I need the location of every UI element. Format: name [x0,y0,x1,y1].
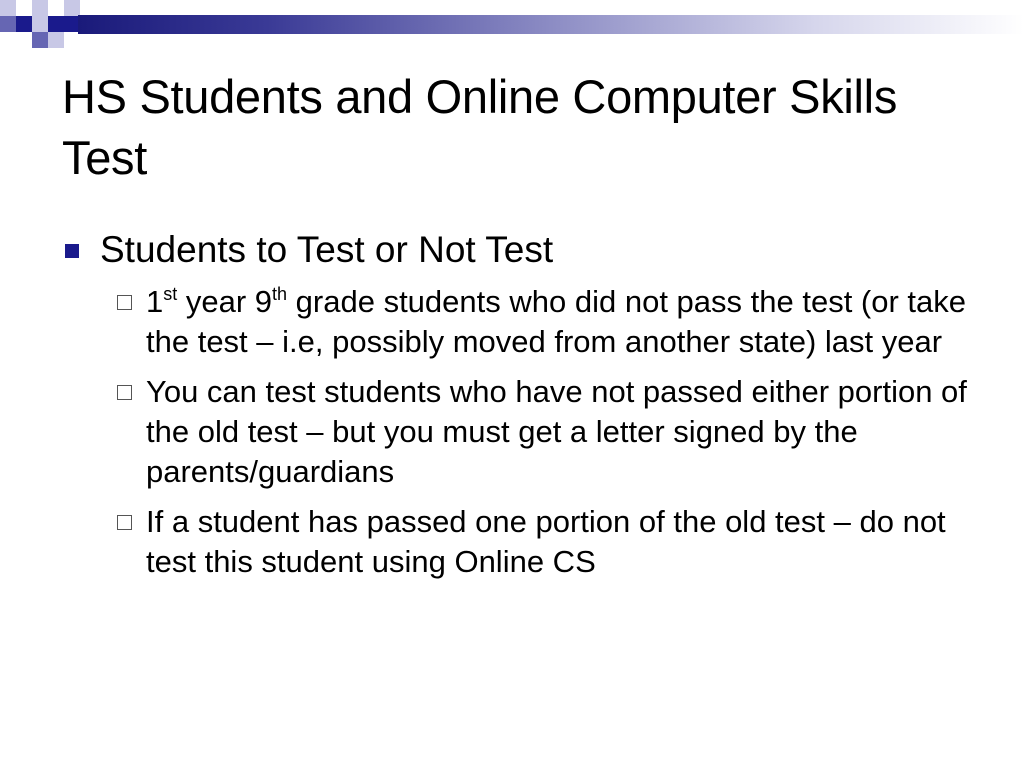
header-gradient-bar [78,15,1024,34]
square-bullet-icon [65,244,79,258]
hollow-square-bullet-icon [117,385,132,400]
slide-title: HS Students and Online Computer Skills Test [62,70,898,184]
bullet-level1-text: Students to Test or Not Test [100,229,554,270]
sub-bullet-text: If a student has passed one portion of the old test – do not test this student using Online CS [146,504,946,579]
hollow-square-bullet-icon [117,295,132,310]
sub-bullet-item [117,282,982,362]
sub-bullet-text: You can test students who have not passed either portion of the old test – but you must get a letter signed by the parents/guardians [146,374,967,489]
corner-squares-decoration [0,0,80,64]
bullet-level1 [62,224,982,276]
hollow-square-bullet-icon [117,515,132,530]
sub-bullet-text-part: year 9 [177,284,273,319]
sub-bullet-text-part: grade students who did not pass the test (or take the test – i.e, possibly moved from another state) last year [146,284,967,359]
sub-bullet-item [117,502,982,582]
sub-bullet-item [117,372,982,492]
slide-content [62,224,982,592]
sub-bullet-list [62,282,982,582]
sub-bullet-number: 1 [146,284,164,319]
ordinal-suffix: st [163,284,178,304]
ordinal-suffix: th [272,284,288,304]
